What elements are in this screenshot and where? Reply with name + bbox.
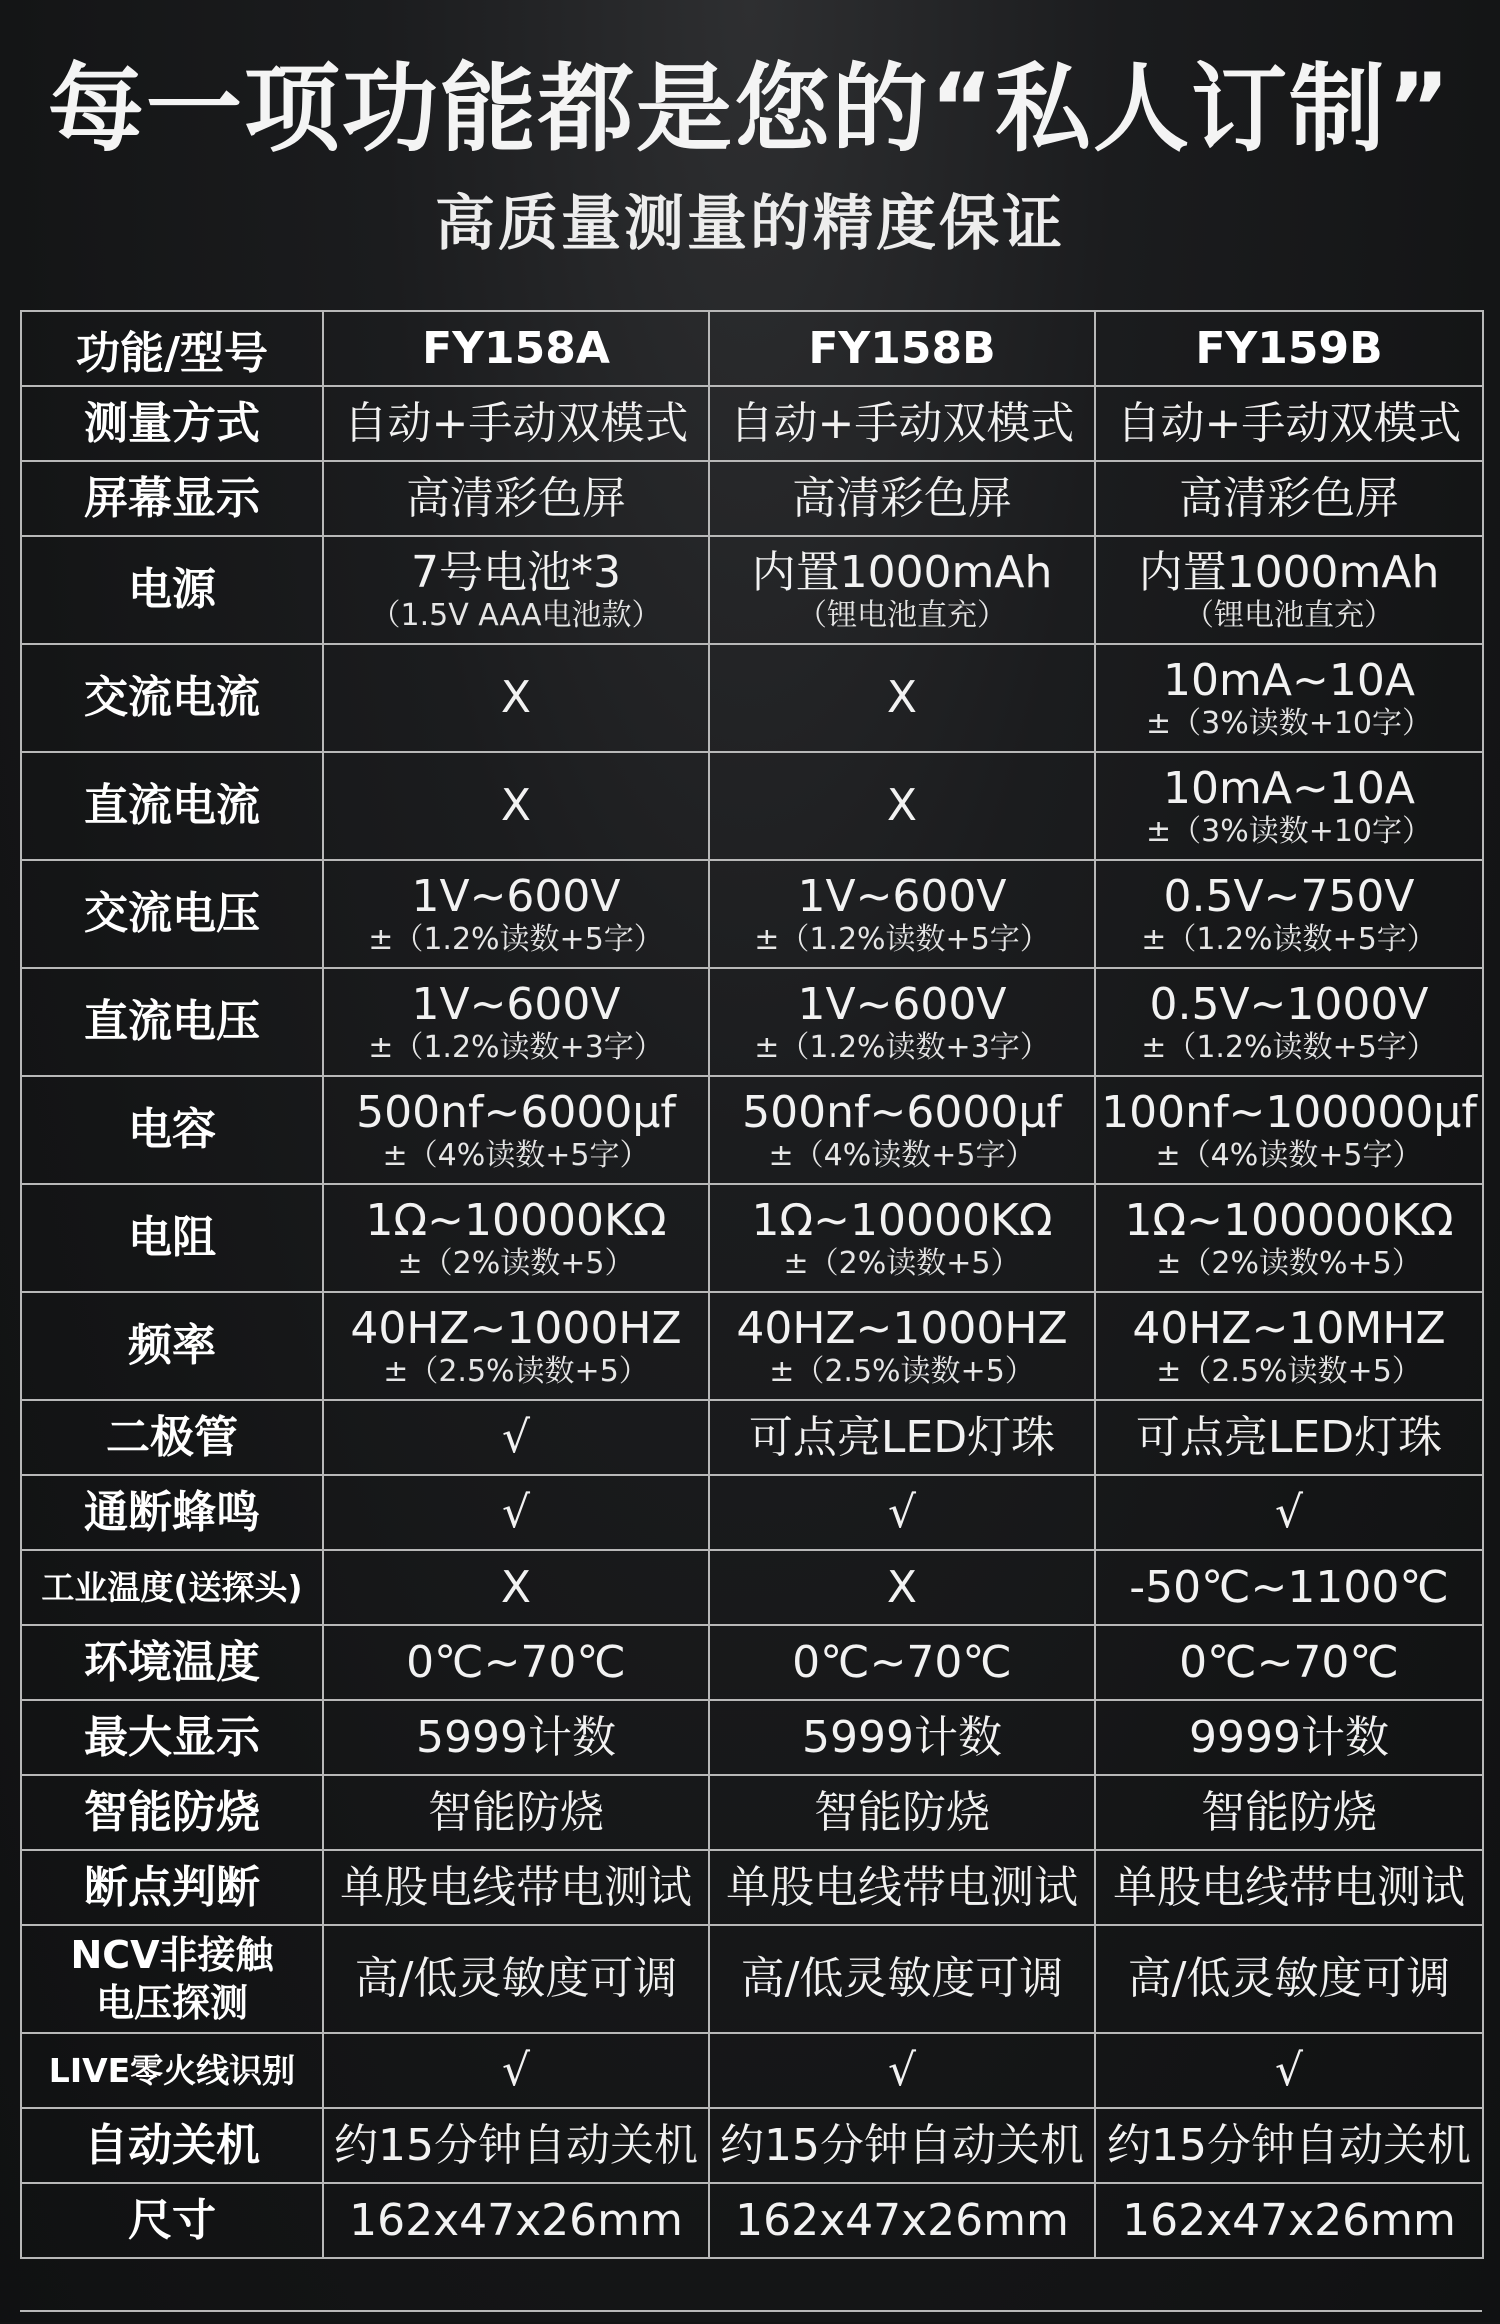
- table-cell: [1095, 1184, 1483, 1292]
- table-row: [21, 1625, 1483, 1700]
- table-row: [21, 860, 1483, 968]
- cell-accuracy-note: ±（4%读数+5字）: [382, 1138, 650, 1173]
- table-cell: [1095, 2108, 1483, 2183]
- cell-value: 高/低灵敏度可调: [1127, 1953, 1451, 2004]
- cell-value: 自动+手动双模式: [343, 397, 689, 449]
- table-cell: [323, 536, 709, 644]
- cell-value: 高/低灵敏度可调: [354, 1953, 678, 2004]
- table-cell: [323, 1625, 709, 1700]
- cell-accuracy-note: ±（1.2%读数+5字）: [754, 922, 1050, 957]
- cell-value: 5999计数: [416, 1711, 616, 1763]
- cell-value: X: [500, 1561, 532, 1613]
- cell-value: 500nf~6000μf: [356, 1087, 676, 1138]
- table-row: [21, 1775, 1483, 1850]
- table-row: [21, 536, 1483, 644]
- cell-value: 1Ω~100000KΩ: [1124, 1195, 1454, 1246]
- cell-value: 1V~600V: [411, 979, 621, 1030]
- table-cell: [1095, 1775, 1483, 1850]
- cell-accuracy-note: ±（4%读数+5字）: [768, 1138, 1036, 1173]
- cell-value: X: [886, 780, 918, 831]
- cell-value: 10mA~10A: [1163, 763, 1415, 814]
- cell-value: 1Ω~10000KΩ: [751, 1195, 1053, 1246]
- table-cell: [323, 461, 709, 536]
- table-cell: [1095, 536, 1483, 644]
- table-cell: [709, 1775, 1095, 1850]
- table-row: [21, 1184, 1483, 1292]
- row-label: LIVE零火线识别: [21, 2033, 323, 2108]
- cell-value: 0℃~70℃: [406, 1636, 626, 1688]
- table-cell: [1095, 2183, 1483, 2258]
- cell-value: 高清彩色屏: [406, 472, 626, 524]
- cell-value: 7号电池*3: [411, 547, 621, 598]
- table-row: [21, 1925, 1483, 2033]
- cell-value: √: [1274, 2044, 1304, 2096]
- cell-value: 40HZ~1000HZ: [736, 1303, 1068, 1354]
- cell-accuracy-note: ±（1.2%读数+3字）: [754, 1030, 1050, 1065]
- table-row: [21, 1850, 1483, 1925]
- table-cell: [1095, 968, 1483, 1076]
- cell-accuracy-note: （锂电池直充）: [797, 598, 1007, 633]
- cell-value: 0℃~70℃: [792, 1636, 1012, 1688]
- table-cell: [709, 1475, 1095, 1550]
- cell-value: 单股电线带电测试: [1113, 1861, 1465, 1913]
- cell-value: 智能防烧: [1201, 1786, 1377, 1838]
- table-cell: [1095, 644, 1483, 752]
- cell-value: 1V~600V: [797, 871, 1007, 922]
- cell-value: 内置1000mAh: [751, 547, 1053, 598]
- table-cell: [1095, 860, 1483, 968]
- cell-accuracy-note: ±（4%读数+5字）: [1155, 1138, 1423, 1173]
- row-label: 自动关机: [21, 2108, 323, 2183]
- cell-value: 高清彩色屏: [792, 472, 1012, 524]
- cell-accuracy-note: （锂电池直充）: [1184, 598, 1394, 633]
- table-cell: [323, 752, 709, 860]
- cell-value: 约15分钟自动关机: [720, 2119, 1084, 2171]
- table-cell: [323, 1292, 709, 1400]
- table-row: [21, 2183, 1483, 2258]
- table-cell: [709, 2108, 1095, 2183]
- cell-value: 可点亮LED灯珠: [748, 1411, 1056, 1463]
- table-cell: [1095, 1850, 1483, 1925]
- cell-value: 智能防烧: [428, 1786, 604, 1838]
- column-header-fy159b: FY159B: [1095, 311, 1483, 386]
- table-cell: [323, 1775, 709, 1850]
- table-cell: [1095, 1475, 1483, 1550]
- row-label: 直流电压: [21, 968, 323, 1076]
- table-cell: [709, 1076, 1095, 1184]
- table-row: [21, 1292, 1483, 1400]
- table-cell: [709, 2183, 1095, 2258]
- table-cell: [1095, 1700, 1483, 1775]
- table-cell: [709, 536, 1095, 644]
- cell-value: 1V~600V: [797, 979, 1007, 1030]
- table-body: [21, 386, 1483, 2258]
- table-cell: [709, 386, 1095, 461]
- page-header: [0, 0, 1500, 300]
- table-row: [21, 1400, 1483, 1475]
- row-label: 电源: [21, 536, 323, 644]
- table-cell: [323, 644, 709, 752]
- cell-value: 自动+手动双模式: [729, 397, 1075, 449]
- table-cell: [1095, 1625, 1483, 1700]
- table-row: [21, 1550, 1483, 1625]
- row-label: NCV非接触 电压探测: [21, 1925, 323, 2033]
- cell-accuracy-note: ±（2%读数+5）: [397, 1246, 635, 1281]
- table-cell: [709, 1550, 1095, 1625]
- table-cell: [1095, 1076, 1483, 1184]
- table-row: [21, 1076, 1483, 1184]
- cell-value: 高清彩色屏: [1179, 472, 1399, 524]
- column-header-function: 功能/型号: [21, 311, 323, 386]
- cell-value: 0.5V~750V: [1163, 871, 1415, 922]
- table-cell: [323, 1400, 709, 1475]
- row-label: 最大显示: [21, 1700, 323, 1775]
- table-cell: [323, 1550, 709, 1625]
- cell-value: √: [1274, 1486, 1304, 1538]
- table-row: [21, 752, 1483, 860]
- row-label: 电容: [21, 1076, 323, 1184]
- row-label: 尺寸: [21, 2183, 323, 2258]
- cell-accuracy-note: ±（2.5%读数+5）: [1156, 1354, 1422, 1389]
- table-row: [21, 1475, 1483, 1550]
- table-row: [21, 461, 1483, 536]
- cell-value: X: [886, 1561, 918, 1613]
- table-cell: [1095, 1925, 1483, 2033]
- table-cell: [323, 860, 709, 968]
- row-label: 二极管: [21, 1400, 323, 1475]
- table-cell: [709, 968, 1095, 1076]
- table-cell: [709, 1184, 1095, 1292]
- cell-value: 500nf~6000μf: [742, 1087, 1062, 1138]
- row-label: 工业温度(送探头): [21, 1550, 323, 1625]
- table-cell: [709, 1850, 1095, 1925]
- table-cell: [1095, 1292, 1483, 1400]
- table-cell: [323, 2183, 709, 2258]
- table-cell: [323, 1475, 709, 1550]
- cell-value: 自动+手动双模式: [1116, 397, 1462, 449]
- row-label: 交流电压: [21, 860, 323, 968]
- cell-value: 高/低灵敏度可调: [740, 1953, 1064, 2004]
- cell-value: 1V~600V: [411, 871, 621, 922]
- cell-value: √: [501, 1486, 531, 1538]
- cell-accuracy-note: ±（2%读数+5）: [783, 1246, 1021, 1281]
- table-cell: [709, 1925, 1095, 2033]
- row-label: 电阻: [21, 1184, 323, 1292]
- cell-value: 智能防烧: [814, 1786, 990, 1838]
- column-header-fy158b: FY158B: [709, 311, 1095, 386]
- table-cell: [1095, 2033, 1483, 2108]
- table-row: [21, 968, 1483, 1076]
- row-label: 频率: [21, 1292, 323, 1400]
- row-label: 交流电流: [21, 644, 323, 752]
- table-cell: [323, 2108, 709, 2183]
- cell-value: 1Ω~10000KΩ: [365, 1195, 667, 1246]
- table-row: [21, 386, 1483, 461]
- table-header-row: [21, 311, 1483, 386]
- row-label: 测量方式: [21, 386, 323, 461]
- cell-value: 内置1000mAh: [1138, 547, 1440, 598]
- cell-accuracy-note: ±（3%读数+10字）: [1145, 706, 1433, 741]
- cell-accuracy-note: ±（2.5%读数+5）: [769, 1354, 1035, 1389]
- page-subtitle: 高质量测量的精度保证: [435, 189, 1065, 259]
- cell-accuracy-note: ±（3%读数+10字）: [1145, 814, 1433, 849]
- cell-value: 约15分钟自动关机: [334, 2119, 698, 2171]
- table-cell: [323, 1925, 709, 2033]
- row-label: 智能防烧: [21, 1775, 323, 1850]
- table-row: [21, 1700, 1483, 1775]
- cell-accuracy-note: ±（2.5%读数+5）: [383, 1354, 649, 1389]
- cell-value: 162x47x26mm: [349, 2194, 683, 2246]
- table-row: [21, 2033, 1483, 2108]
- cell-value: 5999计数: [802, 1711, 1002, 1763]
- cell-value: √: [501, 1411, 531, 1463]
- cell-value: 9999计数: [1189, 1711, 1389, 1763]
- cell-accuracy-note: ±（2%读数%+5）: [1156, 1246, 1422, 1281]
- cell-value: 100nf~100000μf: [1101, 1087, 1477, 1138]
- row-label: 直流电流: [21, 752, 323, 860]
- cell-value: X: [500, 780, 532, 831]
- table-cell: [323, 1850, 709, 1925]
- table-cell: [709, 461, 1095, 536]
- cell-value: 40HZ~1000HZ: [350, 1303, 682, 1354]
- cell-value: X: [500, 672, 532, 723]
- row-label: 屏幕显示: [21, 461, 323, 536]
- cell-value: 0.5V~1000V: [1149, 979, 1429, 1030]
- cell-value: 162x47x26mm: [1122, 2194, 1456, 2246]
- row-label: 环境温度: [21, 1625, 323, 1700]
- cell-value: -50℃~1100℃: [1129, 1561, 1449, 1613]
- table-cell: [709, 752, 1095, 860]
- table-cell: [323, 1184, 709, 1292]
- table-cell: [709, 1625, 1095, 1700]
- table-cell: [1095, 752, 1483, 860]
- cell-accuracy-note: ±（1.2%读数+3字）: [368, 1030, 664, 1065]
- spec-comparison-table: [20, 310, 1484, 2259]
- cell-value: 0℃~70℃: [1179, 1636, 1399, 1688]
- cell-value: 可点亮LED灯珠: [1135, 1411, 1443, 1463]
- table-row: [21, 2108, 1483, 2183]
- cell-value: 单股电线带电测试: [726, 1861, 1078, 1913]
- cell-value: 约15分钟自动关机: [1107, 2119, 1471, 2171]
- page-title: 每一项功能都是您的“私人订制”: [47, 53, 1453, 165]
- cell-value: 162x47x26mm: [735, 2194, 1069, 2246]
- cell-value: 10mA~10A: [1163, 655, 1415, 706]
- table-cell: [1095, 386, 1483, 461]
- table-cell: [1095, 1400, 1483, 1475]
- cell-value: √: [887, 2044, 917, 2096]
- table-cell: [323, 2033, 709, 2108]
- table-cell: [1095, 1550, 1483, 1625]
- table-cell: [709, 2033, 1095, 2108]
- table-row: [21, 644, 1483, 752]
- row-label: 断点判断: [21, 1850, 323, 1925]
- table-cell: [709, 1292, 1095, 1400]
- table-cell: [709, 1700, 1095, 1775]
- cell-accuracy-note: （1.5V AAA电池款）: [370, 598, 662, 633]
- cell-value: √: [887, 1486, 917, 1538]
- table-cell: [323, 968, 709, 1076]
- table-cell: [709, 1400, 1095, 1475]
- table-cell: [709, 860, 1095, 968]
- cell-value: 单股电线带电测试: [340, 1861, 692, 1913]
- table-cell: [323, 1700, 709, 1775]
- cell-accuracy-note: ±（1.2%读数+5字）: [368, 922, 664, 957]
- table-cell: [1095, 461, 1483, 536]
- table-cell: [323, 386, 709, 461]
- table-cell: [709, 644, 1095, 752]
- column-header-fy158a: FY158A: [323, 311, 709, 386]
- cell-accuracy-note: ±（1.2%读数+5字）: [1141, 1030, 1437, 1065]
- row-label: 通断蜂鸣: [21, 1475, 323, 1550]
- table-header: [21, 311, 1483, 386]
- cell-accuracy-note: ±（1.2%读数+5字）: [1141, 922, 1437, 957]
- table-cell: [323, 1076, 709, 1184]
- cell-value: √: [501, 2044, 531, 2096]
- cell-value: X: [886, 672, 918, 723]
- cell-value: 40HZ~10MHZ: [1132, 1303, 1446, 1354]
